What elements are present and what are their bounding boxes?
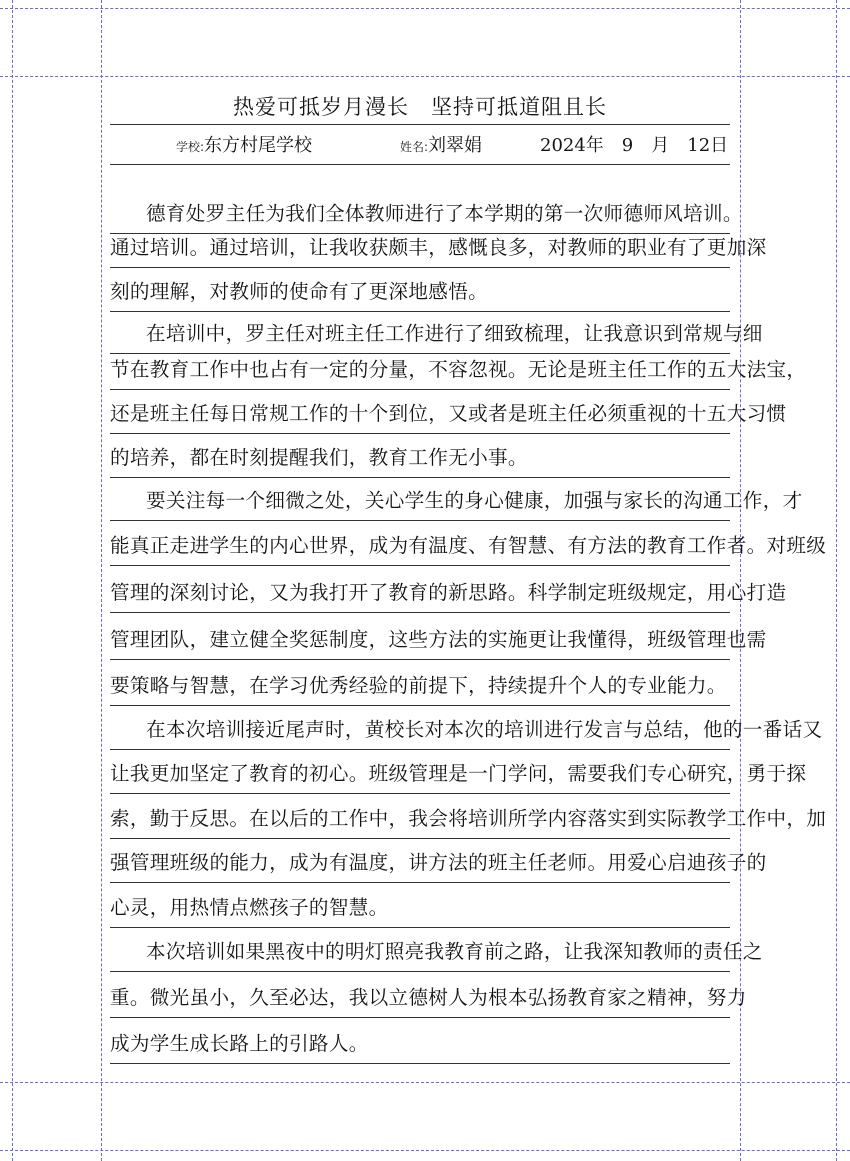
ruled-line — [110, 311, 730, 312]
text-line: 节在教育工作中也占有一定的分量，不容忽视。无论是班主任工作的五大法宝， — [110, 358, 807, 381]
text-line: 要策略与智慧，在学习优秀经验的前提下，持续提升个人的专业能力。 — [110, 674, 727, 697]
school-value: 东方村尾学校 — [204, 135, 313, 156]
text-line: 本次培训如果黑夜中的明灯照亮我教育前之路，让我深知教师的责任之 — [146, 940, 763, 963]
ruled-line — [110, 705, 730, 706]
text-line: 通过培训。通过培训，让我收获颇丰，感慨良多，对教师的职业有了更加深 — [110, 236, 767, 259]
ruled-line — [110, 477, 730, 478]
ruled-line — [110, 565, 730, 566]
text-line: 要关注每一个细微之处，关心学生的身心健康，加强与家长的沟通工作，才 — [146, 489, 803, 512]
text-line: 在培训中，罗主任对班主任工作进行了细致梳理，让我意识到常规与细 — [146, 322, 763, 345]
ruled-line — [110, 612, 730, 613]
bottom-margin-guide — [0, 1082, 850, 1083]
text-line: 的培养，都在时刻提醒我们，教育工作无小事。 — [110, 446, 528, 469]
ruled-line — [110, 749, 730, 750]
ruled-line — [110, 520, 730, 521]
text-line: 刻的理解，对教师的使命有了更深地感悟。 — [110, 280, 488, 303]
title-rule — [110, 124, 730, 125]
ruled-line — [110, 659, 730, 660]
text-line: 还是班主任每日常规工作的十个到位，又或者是班主任必须重视的十五大习惯 — [110, 402, 787, 425]
school-label: 学校: — [176, 140, 205, 154]
top-cut-line — [0, 8, 850, 9]
text-line: 德育处罗主任为我们全体教师进行了本学期的第一次师德师风培训。 — [146, 202, 743, 225]
date-value: 2024年 9 月 12日 — [540, 135, 729, 156]
text-line: 在本次培训接近尾声时，黄校长对本次的培训进行发言与总结，他的一番话又 — [146, 718, 823, 741]
ruled-line — [110, 838, 730, 839]
ruled-line — [110, 927, 730, 928]
left-margin-guide — [101, 0, 102, 1161]
ruled-line — [110, 882, 730, 883]
text-line: 能真正走进学生的内心世界，成为有温度、有智慧、有方法的教育工作者。对班级 — [110, 534, 827, 557]
header-rule — [110, 164, 730, 165]
right-cut-line — [836, 0, 837, 1161]
ruled-line — [110, 1017, 730, 1018]
text-line: 成为学生成长路上的引路人。 — [110, 1032, 369, 1055]
ruled-line — [110, 433, 730, 434]
essay-title: 热爱可抵岁月漫长 坚持可抵道阻且长 — [233, 95, 607, 119]
ruled-line — [110, 389, 730, 390]
school-field — [176, 132, 312, 160]
text-line: 心灵，用热情点燃孩子的智慧。 — [110, 896, 389, 919]
text-line: 让我更加坚定了教育的初心。班级管理是一门学问，需要我们专心研究，勇于探 — [110, 762, 807, 785]
ruled-line — [110, 793, 730, 794]
bottom-cut-line — [0, 1150, 850, 1151]
ruled-line — [110, 1063, 730, 1064]
name-value: 刘翠娟 — [428, 135, 483, 156]
ruled-line — [110, 971, 730, 972]
date-field — [540, 132, 728, 160]
text-line: 管理团队，建立健全奖惩制度，这些方法的实施更让我懂得，班级管理也需 — [110, 628, 767, 651]
text-line: 强管理班级的能力，成为有温度，讲方法的班主任老师。用爱心启迪孩子的 — [110, 851, 767, 874]
ruled-line — [110, 267, 730, 268]
text-line: 索，勤于反思。在以后的工作中，我会将培训所学内容落实到实际教学工作中，加 — [110, 807, 827, 830]
name-field — [400, 132, 482, 160]
text-line: 重。微光虽小，久至必达，我以立德树人为根本弘扬教育家之精神，努力 — [110, 986, 747, 1009]
top-margin-guide — [0, 76, 850, 77]
text-line: 管理的深刻讨论，又为我打开了教育的新思路。科学制定班级规定，用心打造 — [110, 581, 787, 604]
name-label: 姓名: — [400, 140, 429, 154]
left-cut-line — [12, 0, 13, 1161]
